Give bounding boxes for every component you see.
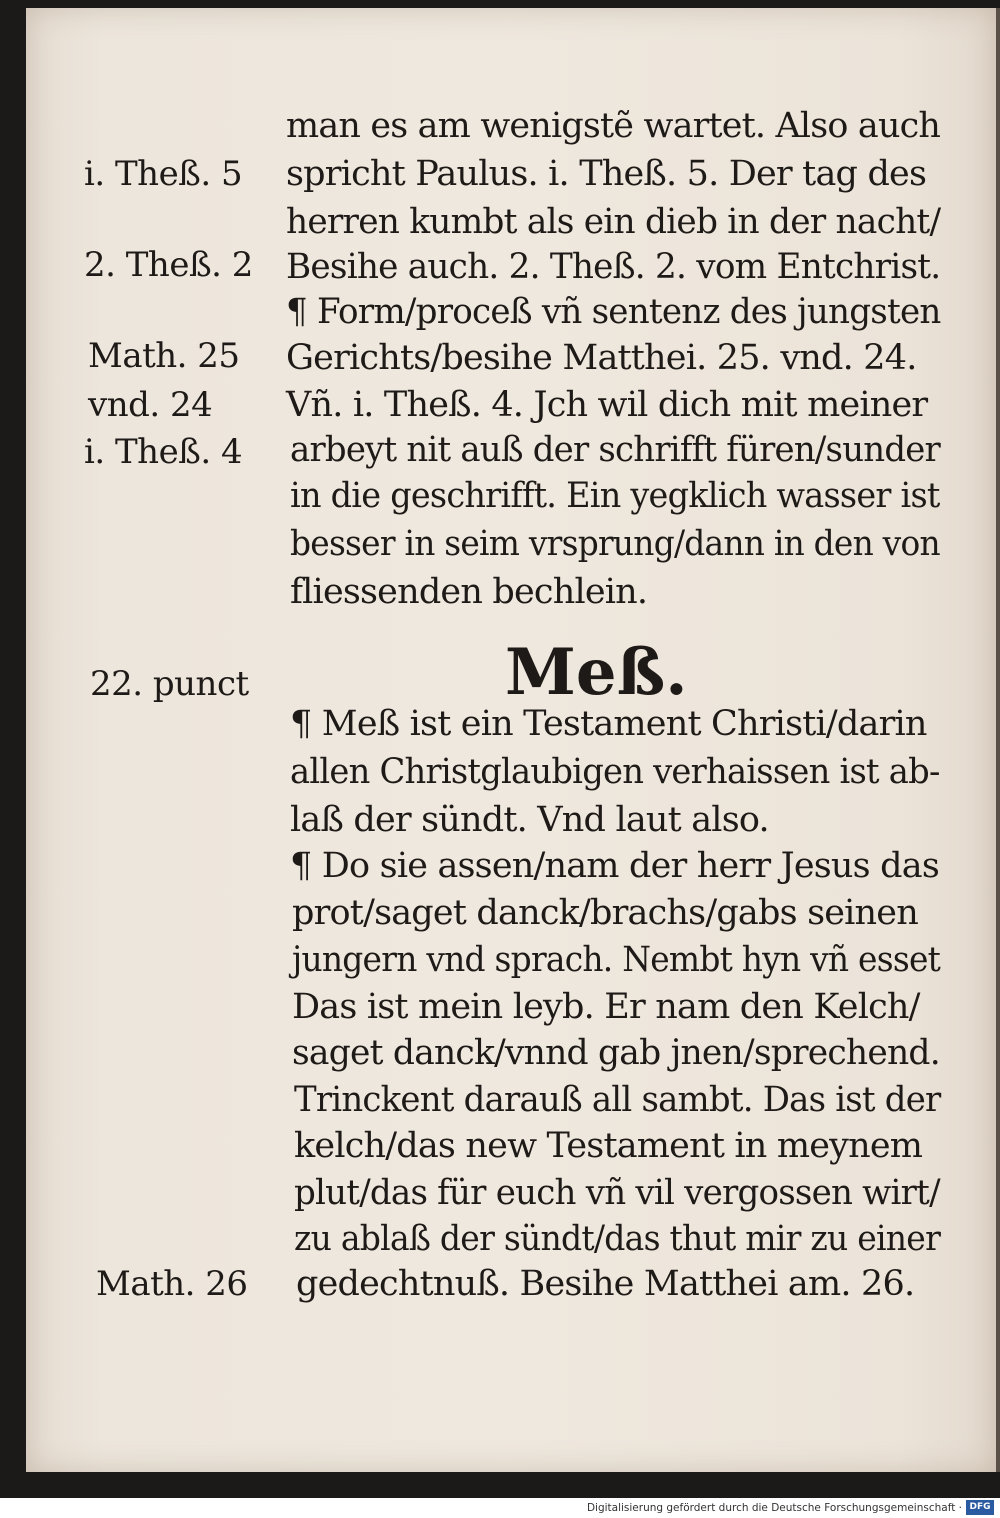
section-line: prot/saget danck/brachs/gabs seinen — [292, 893, 918, 933]
body-line: ¶ Form/proceß vñ sentenz des jungsten — [286, 292, 941, 332]
section-line: saget danck/vnnd gab jnen/sprechend. — [292, 1033, 940, 1073]
section-line: laß der sündt. Vnd laut also. — [290, 800, 769, 840]
body-line: fliessenden bechlein. — [290, 572, 648, 612]
margin-note: 2. Theß. 2 — [84, 245, 253, 285]
section-line: ¶ Meß ist ein Testament Christi/darin — [290, 704, 927, 744]
margin-note: i. Theß. 4 — [84, 432, 243, 472]
section-line: zu ablaß der sündt/das thut mir zu einer — [294, 1219, 941, 1259]
body-line: man es am wenigstẽ wartet. Also auch — [286, 106, 941, 146]
section-line: jungern vnd sprach. Nembt hyn vñ esset — [292, 940, 941, 980]
body-line: Besihe auch. 2. Theß. 2. vom Entchrist. — [286, 247, 941, 287]
body-line: spricht Paulus. i. Theß. 5. Der tag des — [286, 154, 927, 194]
margin-note: Math. 26 — [96, 1264, 248, 1304]
margin-note: Math. 25 — [88, 336, 240, 376]
section-line: Trinckent darauß all sambt. Das ist der — [294, 1080, 941, 1120]
body-line: besser in seim vrsprung/dann in den von — [290, 524, 940, 564]
funding-notice: Digitalisierung gefördert durch die Deutsche Forschungsgemeinschaft · — [586, 1502, 962, 1514]
section-line: plut/das für euch vñ vil vergossen wirt/ — [294, 1173, 940, 1213]
section-line: kelch/das new Testament in meynem — [294, 1126, 923, 1166]
body-line: in die geschrifft. Ein yegklich wasser ist — [290, 476, 940, 516]
margin-note: vnd. 24 — [88, 385, 213, 425]
body-line: Gerichts/besihe Matthei. 25. vnd. 24. — [286, 338, 917, 378]
margin-note: 22. punct — [90, 664, 249, 704]
dfg-logo: DFG — [966, 1500, 994, 1515]
margin-note: i. Theß. 5 — [84, 154, 243, 194]
section-line: ¶ Do sie assen/nam der herr Jesus das — [290, 846, 939, 886]
body-line: arbeyt nit auß der schrifft füren/sunder — [290, 430, 941, 470]
section-line: allen Christglaubigen verhaissen ist ab- — [290, 752, 940, 792]
body-line: herren kumbt als ein dieb in der nacht/ — [286, 202, 941, 242]
section-line: Das ist mein leyb. Er nam den Kelch/ — [292, 987, 920, 1027]
page-edge — [996, 8, 1000, 1472]
section-heading: Meß. — [505, 635, 688, 710]
section-line: gedechtnuß. Besihe Matthei am. 26. — [296, 1264, 915, 1304]
body-line: Vñ. i. Theß. 4. Jch wil dich mit meiner — [286, 385, 928, 425]
